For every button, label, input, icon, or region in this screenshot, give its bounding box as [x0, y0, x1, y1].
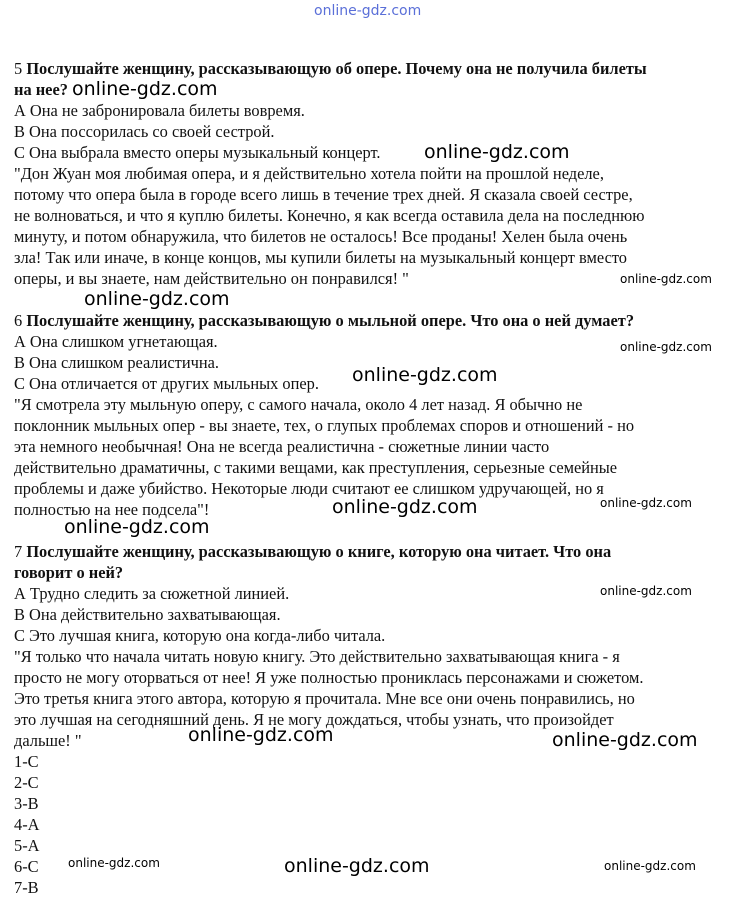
answer-key-item: 1-С	[14, 752, 39, 771]
watermark: online-gdz.com	[552, 729, 698, 751]
watermark: online-gdz.com	[332, 496, 478, 518]
question-6-option-b: В Она слишком реалистична.	[14, 353, 219, 372]
question-5-transcript-line: не волноваться, и что я куплю билеты. Конечно, я как всегда оставила дела на последнюю	[14, 206, 645, 225]
question-7-option-c: С Это лучшая книга, которую она когда-либо читала.	[14, 626, 386, 645]
watermark: online-gdz.com	[352, 364, 498, 386]
question-6-option-c: С Она отличается от других мыльных опер.	[14, 374, 319, 393]
question-5-option-a: А Она не забронировала билеты вовремя.	[14, 101, 305, 120]
question-5-title-cont: на нее?	[14, 80, 68, 99]
question-5-transcript-line: минуту, и потом обнаружила, что билетов не осталось! Все проданы! Хелен была очень	[14, 227, 628, 246]
answer-key-item: 4-А	[14, 815, 40, 834]
watermark: online-gdz.com	[620, 272, 712, 286]
question-7-option-a: А Трудно следить за сюжетной линией.	[14, 584, 290, 603]
watermark: online-gdz.com	[84, 288, 230, 310]
question-7-title: 7 Послушайте женщину, рассказывающую о книге, которую она читает. Что она	[14, 542, 612, 561]
question-5-transcript-line: оперы, и вы знаете, нам действительно он понравился! "	[14, 269, 409, 288]
question-7-transcript-line: просто не могу оторваться от нее! Я уже полностью прониклась персонажами и сюжетом.	[14, 668, 644, 687]
watermark: online-gdz.com	[72, 78, 218, 100]
watermark: online-gdz.com	[64, 516, 210, 538]
question-5-title: 5 Послушайте женщину, рассказывающую об опере. Почему она не получила билеты	[14, 59, 647, 78]
question-6-transcript-line: полностью на нее подсела"!	[14, 500, 210, 519]
question-7-transcript-line: Это третья книга этого автора, которую я прочитала. Мне все они очень понравились, но	[14, 689, 635, 708]
question-5-transcript-line: потому что опера была в городе всего лишь в течение трех дней. Я сказала своей сестре,	[14, 185, 633, 204]
question-7-transcript-line: это лучшая на сегодняшний день. Я не могу дождаться, чтобы узнать, что произойдет	[14, 710, 614, 729]
watermark: online-gdz.com	[188, 724, 334, 746]
watermark: online-gdz.com	[284, 855, 430, 877]
question-6-title: 6 Послушайте женщину, рассказывающую о мыльной опере. Что она о ней думает?	[14, 311, 635, 330]
question-6-transcript-line: проблемы и даже убийство. Некоторые люди считают ее слишком удручающей, но я	[14, 479, 604, 498]
question-7-option-b: В Она действительно захватывающая.	[14, 605, 281, 624]
question-7-transcript-line: дальше! "	[14, 731, 82, 750]
question-7-transcript-line: "Я только что начала читать новую книгу. Это действительно захватывающая книга - я	[14, 647, 620, 666]
answer-key-item: 3-В	[14, 794, 39, 813]
question-6-transcript-line: "Я смотрела эту мыльную оперу, с самого начала, около 4 лет назад. Я обычно не	[14, 395, 583, 414]
watermark: online-gdz.com	[620, 340, 712, 354]
question-6-option-a: А Она слишком угнетающая.	[14, 332, 218, 351]
answer-key-item: 6-С	[14, 857, 39, 876]
watermark: online-gdz.com	[600, 496, 692, 510]
question-5-option-c: С Она выбрала вместо оперы музыкальный концерт.	[14, 143, 381, 162]
question-5-transcript-line: "Дон Жуан моя любимая опера, и я действительно хотела пойти на прошлой неделе,	[14, 164, 604, 183]
answer-key-item: 5-А	[14, 836, 40, 855]
answer-key-item: 2-С	[14, 773, 39, 792]
watermark-top: online-gdz.com	[314, 3, 422, 19]
question-6-transcript-line: эта немного необычная! Она не всегда реалистична - сюжетные линии часто	[14, 437, 550, 456]
question-5-transcript-line: зла! Так или иначе, в конце концов, мы купили билеты на музыкальный концерт вместо	[14, 248, 627, 267]
question-6-transcript-line: поклонник мыльных опер - вы знаете, тех, о глупых проблемах споров и отношений - но	[14, 416, 635, 435]
question-7-title-cont: говорит о ней?	[14, 563, 124, 582]
answer-key-item: 7-В	[14, 878, 39, 897]
watermark: online-gdz.com	[68, 856, 160, 870]
watermark: online-gdz.com	[424, 141, 570, 163]
watermark: online-gdz.com	[604, 859, 696, 873]
question-5-option-b: В Она поссорилась со своей сестрой.	[14, 122, 275, 141]
watermark: online-gdz.com	[600, 584, 692, 598]
question-6-transcript-line: действительно драматичны, с такими вещами, как преступления, серьезные семейные	[14, 458, 618, 477]
